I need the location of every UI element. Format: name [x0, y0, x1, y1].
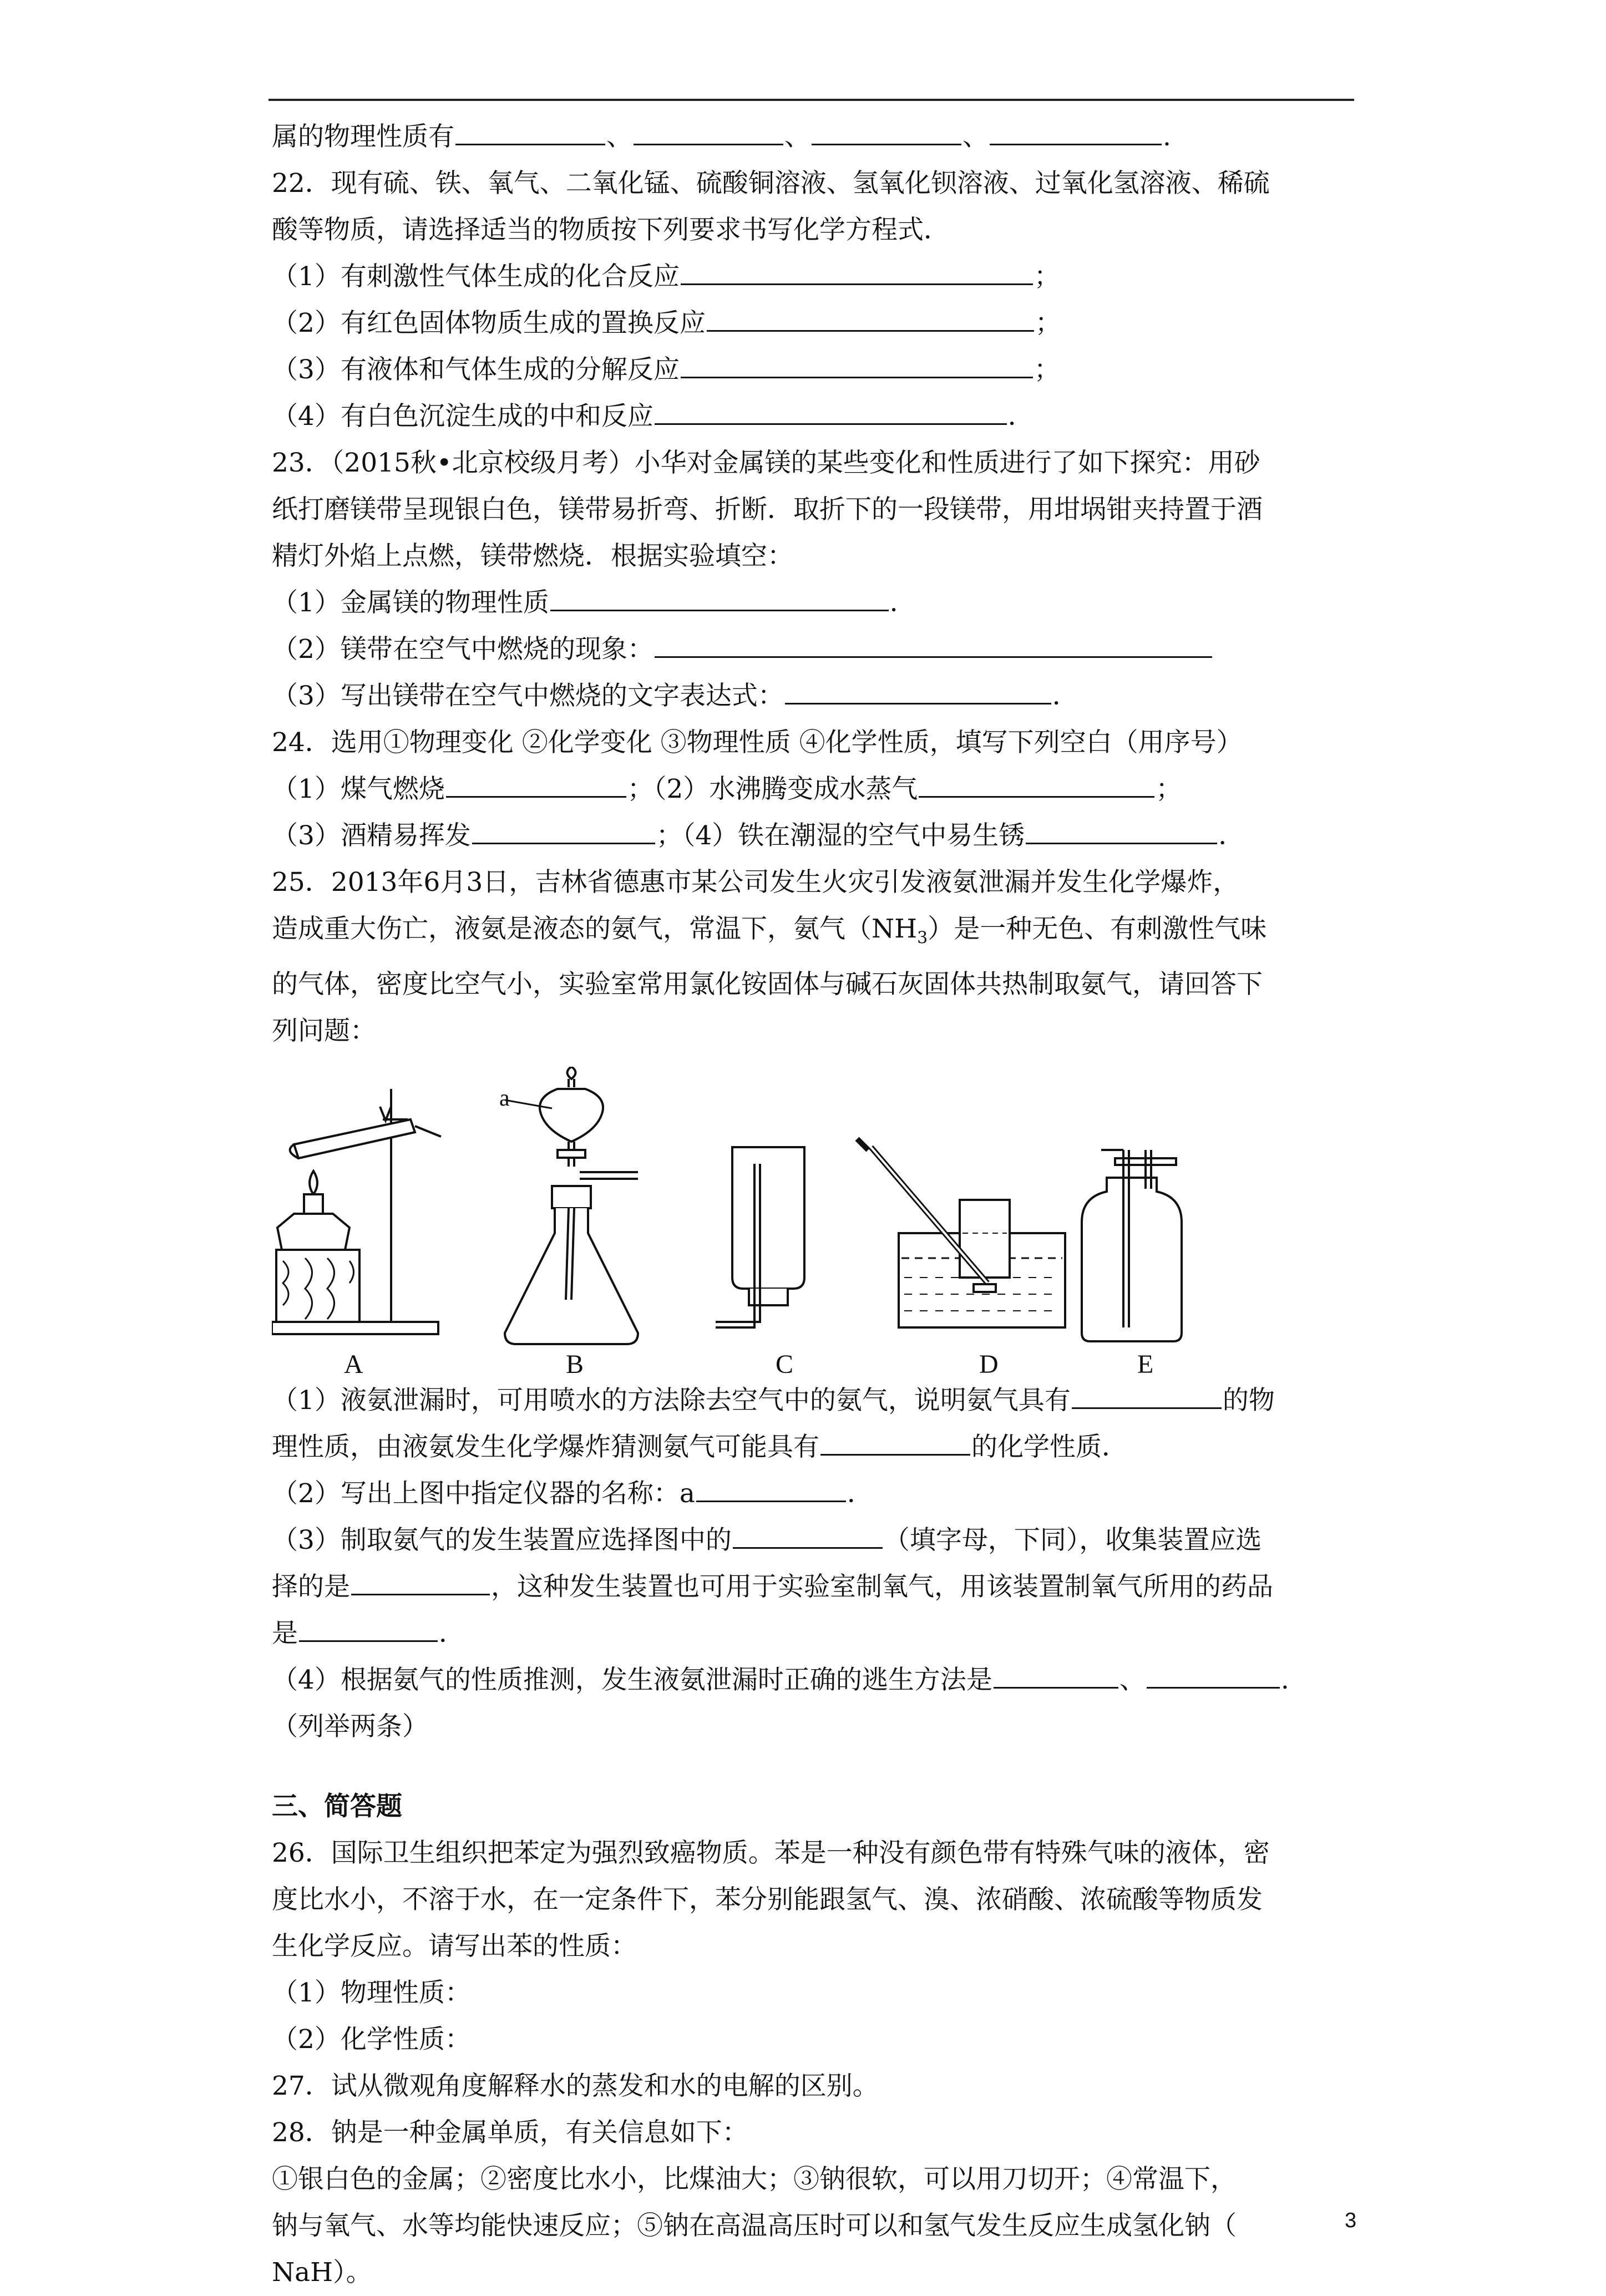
label-d: D [979, 1350, 999, 1378]
q26-part2: （2）化学性质： [272, 2024, 471, 2055]
apparatus-b [505, 1067, 638, 1344]
answer-blank[interactable] [733, 1525, 883, 1549]
q27: 27．试从微观角度解释水的蒸发和水的电解的区别。 [272, 2071, 879, 2102]
answer-blank[interactable] [446, 774, 626, 798]
q23-stem-line3: 精灯外焰上点燃，镁带燃烧．根据实验填空： [272, 541, 793, 571]
q25-stem-line2: 造成重大伤亡，液氨是液态的氨气，常温下，氨气$(NH_3)$是一种无色、有刺激性气味 [272, 914, 1267, 948]
q28-line1: 28．钠是一种金属单质，有关信息如下： [272, 2117, 748, 2148]
answer-blank[interactable] [550, 587, 889, 611]
q23-part1: （1）金属镁的物理性质 ． [272, 587, 916, 618]
q24-line1: （1）煤气燃烧 ；（2）水沸腾变成水蒸气 ； [272, 774, 1182, 804]
answer-blank[interactable] [994, 1665, 1118, 1689]
answer-blank[interactable] [1026, 820, 1217, 844]
header-rule [268, 99, 1354, 101]
apparatus-e [1082, 1150, 1182, 1341]
q26-part1: （1）物理性质： [272, 1978, 471, 2009]
q22-stem-line2: 酸等物质，请选择适当的物质按下列要求书写化学方程式． [272, 215, 950, 245]
q26-line2: 度比水小，不溶于水，在一定条件下，苯分别能跟氢气、溴、浓硝酸、浓硫酸等物质发 [272, 1884, 1263, 1915]
q28-line3: 钠与氧气、水等均能快速反应；⑤钠在高温高压时可以和氢气发生反应生成氢化钠（ [272, 2211, 1237, 2242]
answer-blank[interactable] [681, 354, 1033, 378]
q25-part4-line2: （列举两条） [272, 1711, 428, 1742]
label-e: E [1137, 1350, 1154, 1378]
label-a: A [344, 1350, 363, 1378]
answer-blank[interactable] [634, 121, 783, 145]
answer-blank[interactable] [785, 681, 1051, 704]
label-b: B [566, 1350, 584, 1378]
answer-blank[interactable] [655, 401, 1007, 425]
q23-stem-line2: 纸打磨镁带呈现银白色，镁带易折弯、折断．取折下的一段镁带，用坩埚钳夹持置于酒 [272, 494, 1263, 525]
q24-line2: （3）酒精易挥发 ；（4）铁在潮湿的空气中易生锈 ． [272, 820, 1245, 851]
q25-stem-line3: 的气体，密度比空气小，实验室常用氯化铵固体与碱石灰固体共热制取氨气，请回答下 [272, 969, 1263, 1000]
q21-text: 属的物理性质有 [272, 121, 454, 152]
q28-line4: NaH）。 [272, 2257, 372, 2288]
q22-part1: （1）有刺激性气体生成的化合反应 ； [272, 261, 1060, 292]
answer-blank[interactable] [820, 1432, 970, 1456]
answer-blank[interactable] [472, 820, 655, 844]
answer-blank[interactable] [655, 634, 1212, 658]
q28-line2: ①银白色的金属；②密度比水小，比煤油大；③钠很软，可以用刀切开；④常温下， [272, 2164, 1237, 2195]
q22-part2: （2）有红色固体物质生成的置换反应 ； [272, 308, 1061, 338]
q25-stem-line1: 25．2013年6月3日，吉林省德惠市某公司发生火灾引发液氨泄漏并发生化学爆炸， [272, 867, 1239, 898]
answer-blank[interactable] [681, 261, 1033, 285]
section3-heading: 三、简答题 [272, 1791, 402, 1822]
answer-blank[interactable] [1147, 1665, 1280, 1689]
answer-blank[interactable] [455, 121, 605, 145]
q25-part4-line1: （4）根据氨气的性质推测，发生液氨泄漏时正确的逃生方法是 、 . [272, 1665, 1289, 1696]
answer-blank[interactable] [1072, 1385, 1222, 1409]
q22-stem-line1: 22．现有硫、铁、氧气、二氧化锰、硫酸铜溶液、氢氧化钡溶液、过氧化氢溶液、稀硫 [272, 168, 1270, 199]
label-part-a: a [499, 1086, 510, 1112]
answer-blank[interactable] [990, 121, 1162, 145]
q25-part1-line2: 理性质，由液氨发生化学爆炸猜测氨气可能具有 的化学性质． [272, 1432, 1128, 1463]
answer-blank[interactable] [299, 1618, 438, 1642]
answer-blank[interactable] [707, 308, 1034, 332]
answer-blank[interactable] [351, 1572, 490, 1595]
q23-part3: （3）写出镁带在空气中燃烧的文字表达式： ． [272, 681, 1078, 711]
q25-stem-line4: 列问题： [272, 1016, 376, 1047]
apparatus-d [857, 1139, 1065, 1327]
label-c: C [776, 1350, 794, 1378]
q25-part3-line2: 择的是 ，这种发生装置也可用于实验室制氧气，用该装置制氧气所用的药品 [272, 1572, 1273, 1603]
page-number: 3 [1345, 2209, 1357, 2232]
apparatus-c [716, 1147, 804, 1327]
apparatus-a [272, 1089, 441, 1334]
answer-blank[interactable] [919, 774, 1154, 798]
q26-line1: 26．国际卫生组织把苯定为强烈致癌物质。苯是一种没有颜色带有特殊气味的液体，密 [272, 1838, 1270, 1869]
q21-tail-line: 属的物理性质有 、 、 、 . [272, 121, 1171, 152]
q22-part4: （4）有白色沉淀生成的中和反应 ． [272, 401, 1034, 432]
q25-part3-line3: 是 ． [272, 1618, 465, 1649]
q25-part2: （2）写出上图中指定仪器的名称：a ． [272, 1478, 873, 1509]
q23-stem-line1: 23．（2015秋•北京校级月考）小华对金属镁的某些变化和性质进行了如下探究：用砂 [272, 448, 1260, 478]
q24-stem: 24．选用①物理变化 ②化学变化 ③物理性质 ④化学性质，填写下列空白（用序号） [272, 727, 1243, 758]
answer-blank[interactable] [696, 1478, 846, 1502]
q26-line3: 生化学反应。请写出苯的性质： [272, 1931, 637, 1962]
q25-part3-line1: （3）制取氨气的发生装置应选择图中的 （填字母，下同），收集装置应选 [272, 1525, 1262, 1556]
q23-part2: （2）镁带在空气中燃烧的现象： [272, 626, 1359, 673]
section-gap [272, 1750, 1359, 1783]
apparatus-figure [272, 1067, 1359, 1377]
q22-part3: （3）有液体和气体生成的分解反应 ； [272, 354, 1060, 385]
answer-blank[interactable] [812, 121, 961, 145]
page-content [272, 114, 1359, 2296]
q25-part1-line1: （1）液氨泄漏时，可用喷水的方法除去空气中的氨气，说明氨气具有 的物 [272, 1385, 1275, 1416]
